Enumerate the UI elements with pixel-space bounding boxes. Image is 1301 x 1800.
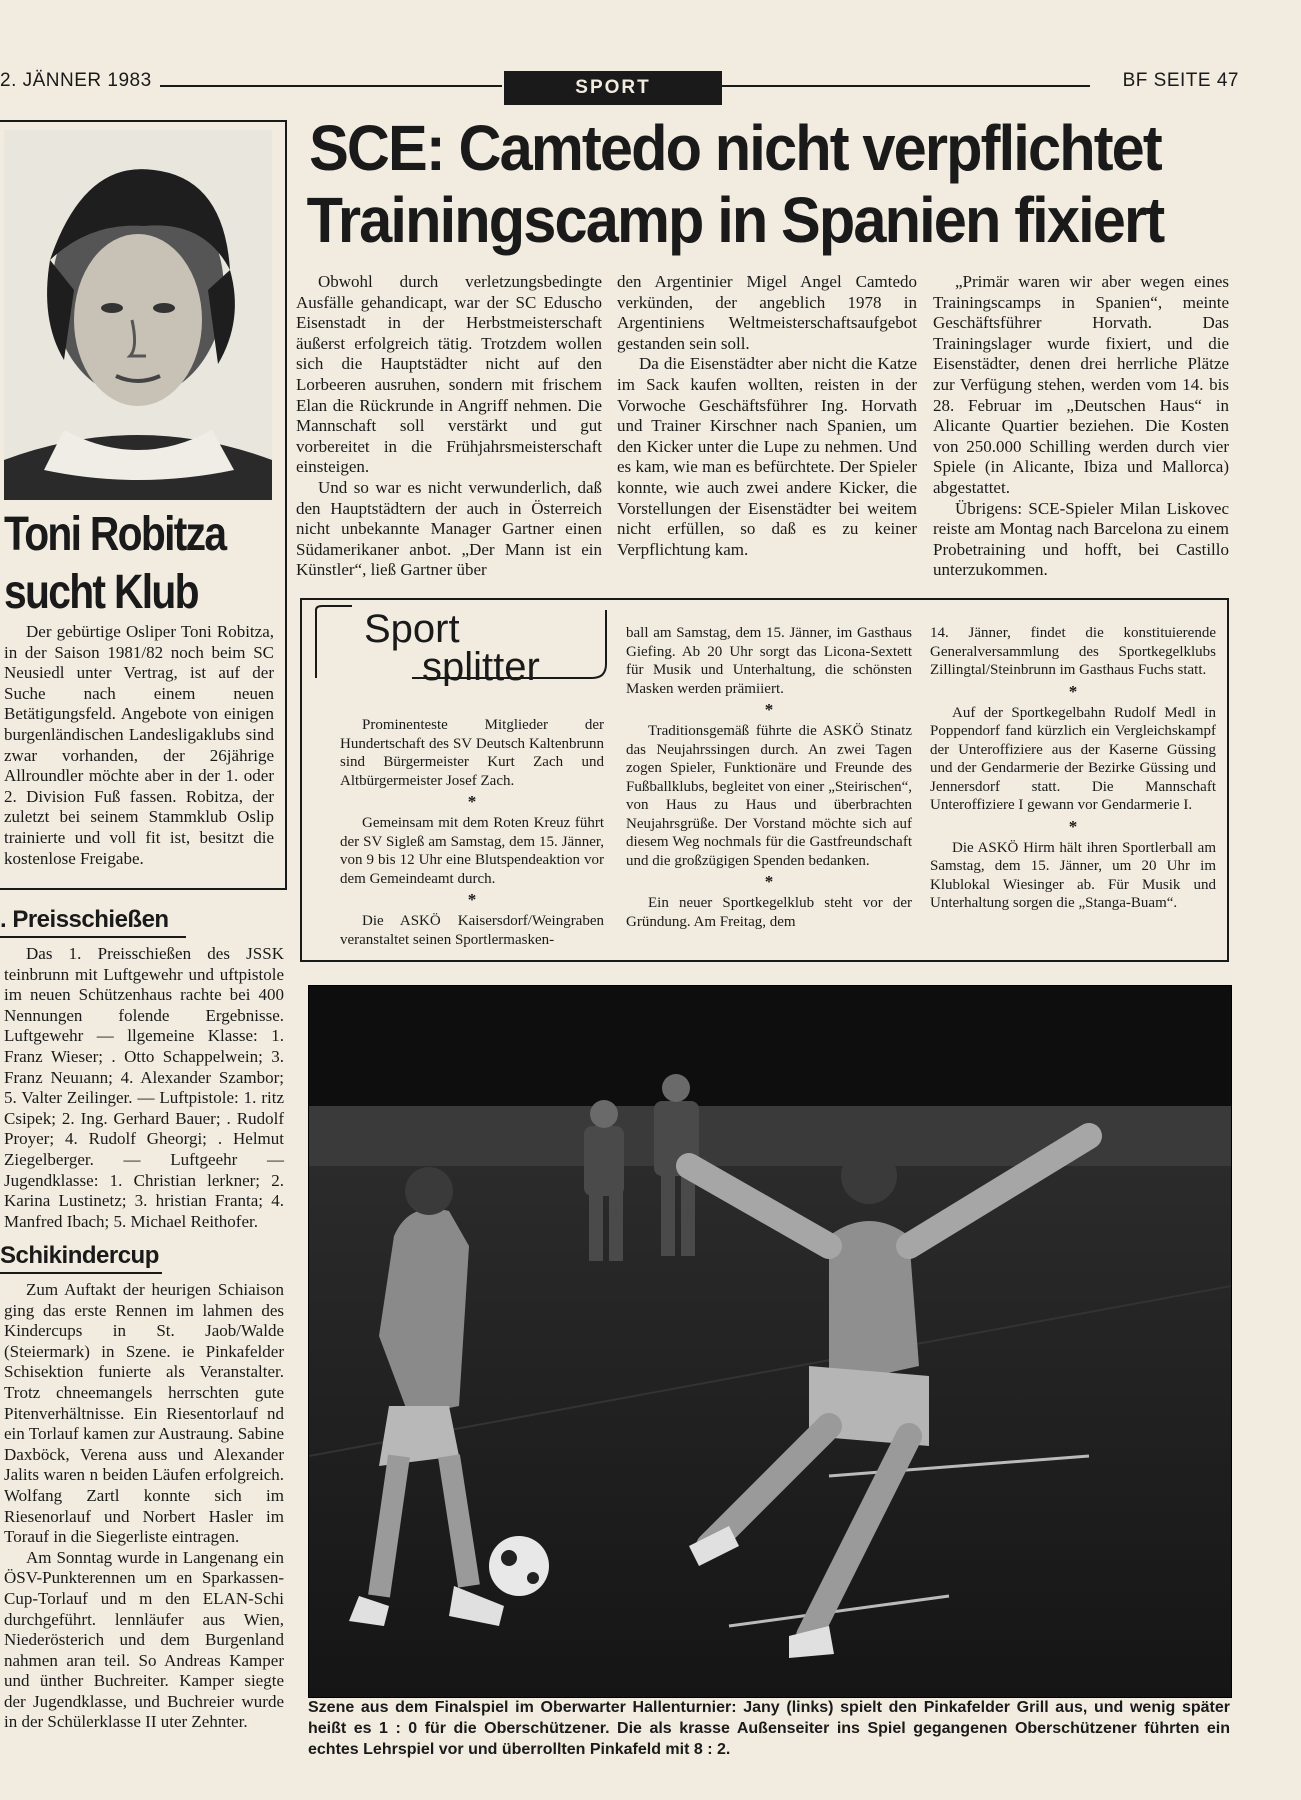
splitter-item: Prominenteste Mitglieder der Hundertschaft des SV Deutsch Kaltenbrunn sind Bürgermeister Kurt Zach und Altbürgermeister Josef Zach. [340, 717, 604, 789]
main-article-col-3 [933, 272, 1229, 581]
star-separator: * [764, 700, 774, 719]
match-photo [308, 985, 1232, 1698]
article-paragraph: Und so war es nicht verwunderlich, daß den Hauptstädtern der auch in Österreich nicht unbekannte Manager Gartner einen Südamerikaner anbot. „Der Mann ist ein Künstler“, ließ Gartner über [296, 477, 602, 580]
preisschiessen-paragraph: Das 1. Preisschießen des JSSK teinbrunn mit Luftgewehr und uftpistole im neuen Schützenhaus rachte bei 400 Nennungen folende Ergebnisse. Luftgewehr — llgemeine Klasse: 1. Franz Wieser; . Otto Schappelwein; 3. Franz Neuıann; 4. Alexander Szambor; 5. Valter Zeilinger. — Luftpistole: 1. ritz Csipek; 2. Ing. Gerhard Bauer; . Rudolf Proyer; 4. Rudolf Gheorgi; . Helmut Ziegelberger. — Luftgeehr — Jugendklasse: 1. Christian lerkner; 2. Karina Lustinetz; 3. hristian Franta; 4. Manfred Ibach; 5. Michael Reithofer. [4, 944, 284, 1231]
article-paragraph: Obwohl durch verletzungsbedingte Ausfälle gehandicapt, war der SC Eduscho Eisenstadt in der Herbstmeisterschaft äußerst erfolgreich tätig. Trotzdem wollen sich die Hauptstädter nicht auf den Lorbeeren ausruhen, sondern mit frischem Elan die Rückrunde in Angriff nehmen. Die Mannschaft soll verstärkt und gut vorbereitet in die Frühjahrsmeisterschaft einsteigen. [296, 272, 602, 477]
robitza-body [4, 622, 274, 869]
sportsplitter-logo-line-2: splitter [422, 645, 540, 686]
splitter-item: Die ASKÖ Hirm hält ihren Sportlerball am Samstag, dem 15. Jänner, um 20 Uhr im Klublokal Wiesinger ab. Für Musik und Unterhaltung sorgen die „Stanga-Buam“. [930, 839, 1216, 911]
main-article-col-2 [617, 272, 917, 560]
article-paragraph: „Primär waren wir aber wegen eines Trainingscamps in Spanien“, meinte Geschäftsführer Horvath. Das Trainingslager wurde fixiert, und die Eisenstädter, denen drei herrliche Plätze zur Verfügung stehen, werden vom 14. bis 28. Februar im „Deutschen Haus“ in Alicante Quartier beziehen. Die Kosten von 250.000 Schilling werden durch vier Spiele (in Alicante, Ibiza und Mallorca) abgestattet. [933, 272, 1229, 497]
star-separator: * [467, 792, 477, 811]
preisschiessen-rule [0, 936, 186, 938]
article-paragraph: den Argentinier Migel Angel Camtedo verkünden, der angeblich 1978 in Argentiniens Weltmeisterschaftsaufgebot gestanden sein soll. [617, 272, 917, 353]
robitza-headline-line-1: Toni Robitza [4, 508, 226, 561]
header-rule-right [720, 85, 1090, 87]
star-separator: * [1068, 816, 1078, 836]
splitter-item: 14. Jänner, findet die konstituierende Generalversammlung des Sportkegelklubs Zillingtal/Steinbrunn im Gasthaus Fuchs statt. [930, 625, 1216, 678]
sportsplitter-col-3 [930, 624, 1216, 913]
star-separator: * [764, 872, 774, 891]
main-article-col-1 [296, 272, 602, 581]
article-paragraph: Da die Eisenstädter aber nicht die Katze im Sack kaufen wollten, reisten in der Vorwoche Geschäftsführer Ing. Horvath und Trainer Kirschner nach Spanien, um den Kicker unter die Lupe zu nehmen. Und es kam, wie man es befürchtete. Der Spieler konnte, wie auch zwei andere Kicker, die Vorstellungen der Eisenstädter bei weitem nicht erfüllen, so daß es zu keiner Verpflichtung kam. [617, 354, 917, 559]
preisschiessen-body [4, 944, 284, 1232]
headline-line-1: SCE: Camtedo nicht verpflichtet [309, 112, 1161, 184]
robitza-headline [4, 506, 235, 622]
sportsplitter-col-2 [626, 624, 912, 931]
section-label: SPORT [504, 71, 722, 105]
schikindercup-paragraph: Zum Auftakt der heurigen Schiaison ging das erste Rennen im lahmen des Kindercups in St. Jaob/Walde (Steiermark) in Szene. ie Pinkafelder Schisektion funierte als Veranstalter. Trotz chneemangels herrschten gute Pitenverhältnisse. Ein Riesentorlauf nd ein Torlauf kamen zur Austraung. Sabine Daxböck, Verena auss und Alexander Jalits waren n beiden Läufen erfolgreich. Wolfang Zartl konnte sich im Riesenorlauf und Norbert Hasler im Torauf in die Siegerliste eintragen. [4, 1280, 284, 1547]
schikindercup-body [4, 1280, 284, 1733]
issue-date: 2. JÄNNER 1983 [0, 70, 152, 91]
star-separator: * [467, 890, 477, 909]
star-separator: * [1068, 681, 1078, 701]
schikindercup-rule [0, 1272, 162, 1274]
page-number: BF SEITE 47 [1122, 70, 1239, 91]
header-rule-left [160, 85, 502, 87]
sportsplitter-col-1 [340, 716, 604, 949]
splitter-item: Traditionsgemäß führte die ASKÖ Stinatz das Neujahrssingen durch. An zwei Tagen zogen Spieler, Funktionäre und Freunde des Fußballklubs, begleitet von einer „Steirischen“, von Haus zu Haus und überbrachten Neujahrsgrüße. Der Vorstand möchte sich auf diesem Weg nochmals für die Gastfreundschaft und die großzügigen Spenden bedanken. [626, 723, 912, 869]
splitter-item: Gemeinsam mit dem Roten Kreuz führt der SV Sigleß am Samstag, dem 15. Jänner, von 9 bis 12 Uhr eine Blutspendeaktion vor dem Gemeindeamt durch. [340, 815, 604, 887]
headline-line-2: Trainingscamp in Spanien fixiert [306, 184, 1164, 256]
photo-caption: Szene aus dem Finalspiel im Oberwarter Hallenturnier: Jany (links) spielt den Pinkafelder Grill aus, und wenig später heißt es 1 : 0 für die Oberschützener. Die als krasse Außenseiter ins Spiel gegangenen Oberschützener führten ein echtes Lehrspiel vor und überrollten Pinkafeld mit 8 : 2. [308, 1699, 1230, 1758]
splitter-item: Auf der Sportkegelbahn Rudolf Medl in Poppendorf fand kürzlich ein Vergleichskampf der Unteroffiziere aus der Kaserne Güssing und der Gendarmerie der Bezirke Güssing und Jennersdorf statt. Die Mannschaft Unteroffiziere I gewann vor Gendarmerie I. [930, 704, 1216, 813]
preisschiessen-heading: . Preisschießen [0, 906, 169, 933]
robitza-paragraph: Der gebürtige Osliper Toni Robitza, in der Saison 1981/82 noch beim SC Neusiedl unter Vertrag, ist auf der Suche nach einem neuen Betätigungsfeld. Angebote von einigen burgenländischen Landesligaklubs sind zwar vorhanden, der 26jährige Allroundler möchte aber in der 1. oder 2. Division Fuß fassen. Robitza, der zuletzt bei seinem Stammklub Oslip trainierte und voll fit ist, besitzt die kostenlose Freigabe. [4, 622, 274, 868]
sportsplitter-logo [312, 604, 610, 686]
robitza-headline-line-2: sucht Klub [4, 566, 198, 619]
portrait-photo [4, 130, 272, 500]
schikindercup-paragraph: Am Sonntag wurde in Langenang ein ÖSV-Punkterennen um en Sparkassen-Cup-Torlauf und m den ELAN-Schi durchgeführt. lennläufer aus Wien, Niederösterich und dem Burgenland nahmen aran teil. So Andreas Kamper und ünther Buchreiter. Kamper siegte der Jugendklasse, und Buchreier wurde in der Schülerklasse II uter Zehnter. [4, 1547, 284, 1732]
sportsplitter-logo-line-1: Sport [364, 607, 460, 651]
schikindercup-heading: Schikindercup [0, 1242, 159, 1269]
splitter-item: Die ASKÖ Kaisersdorf/Weingraben veranstaltet seinen Sportlermasken- [340, 913, 604, 948]
main-headline [296, 112, 1174, 256]
splitter-item: ball am Samstag, dem 15. Jänner, im Gasthaus Giefing. Ab 20 Uhr sorgt das Licona-Sextett für Musik und Unterhaltung, die schönsten Masken werden prämiiert. [626, 625, 912, 697]
splitter-item: Ein neuer Sportkegelklub steht vor der Gründung. Am Freitag, dem [626, 895, 912, 930]
article-paragraph: Übrigens: SCE-Spieler Milan Liskovec reiste am Montag nach Barcelona zu einem Probetraining und hofft, bei Castillo unterzukommen. [933, 498, 1229, 580]
